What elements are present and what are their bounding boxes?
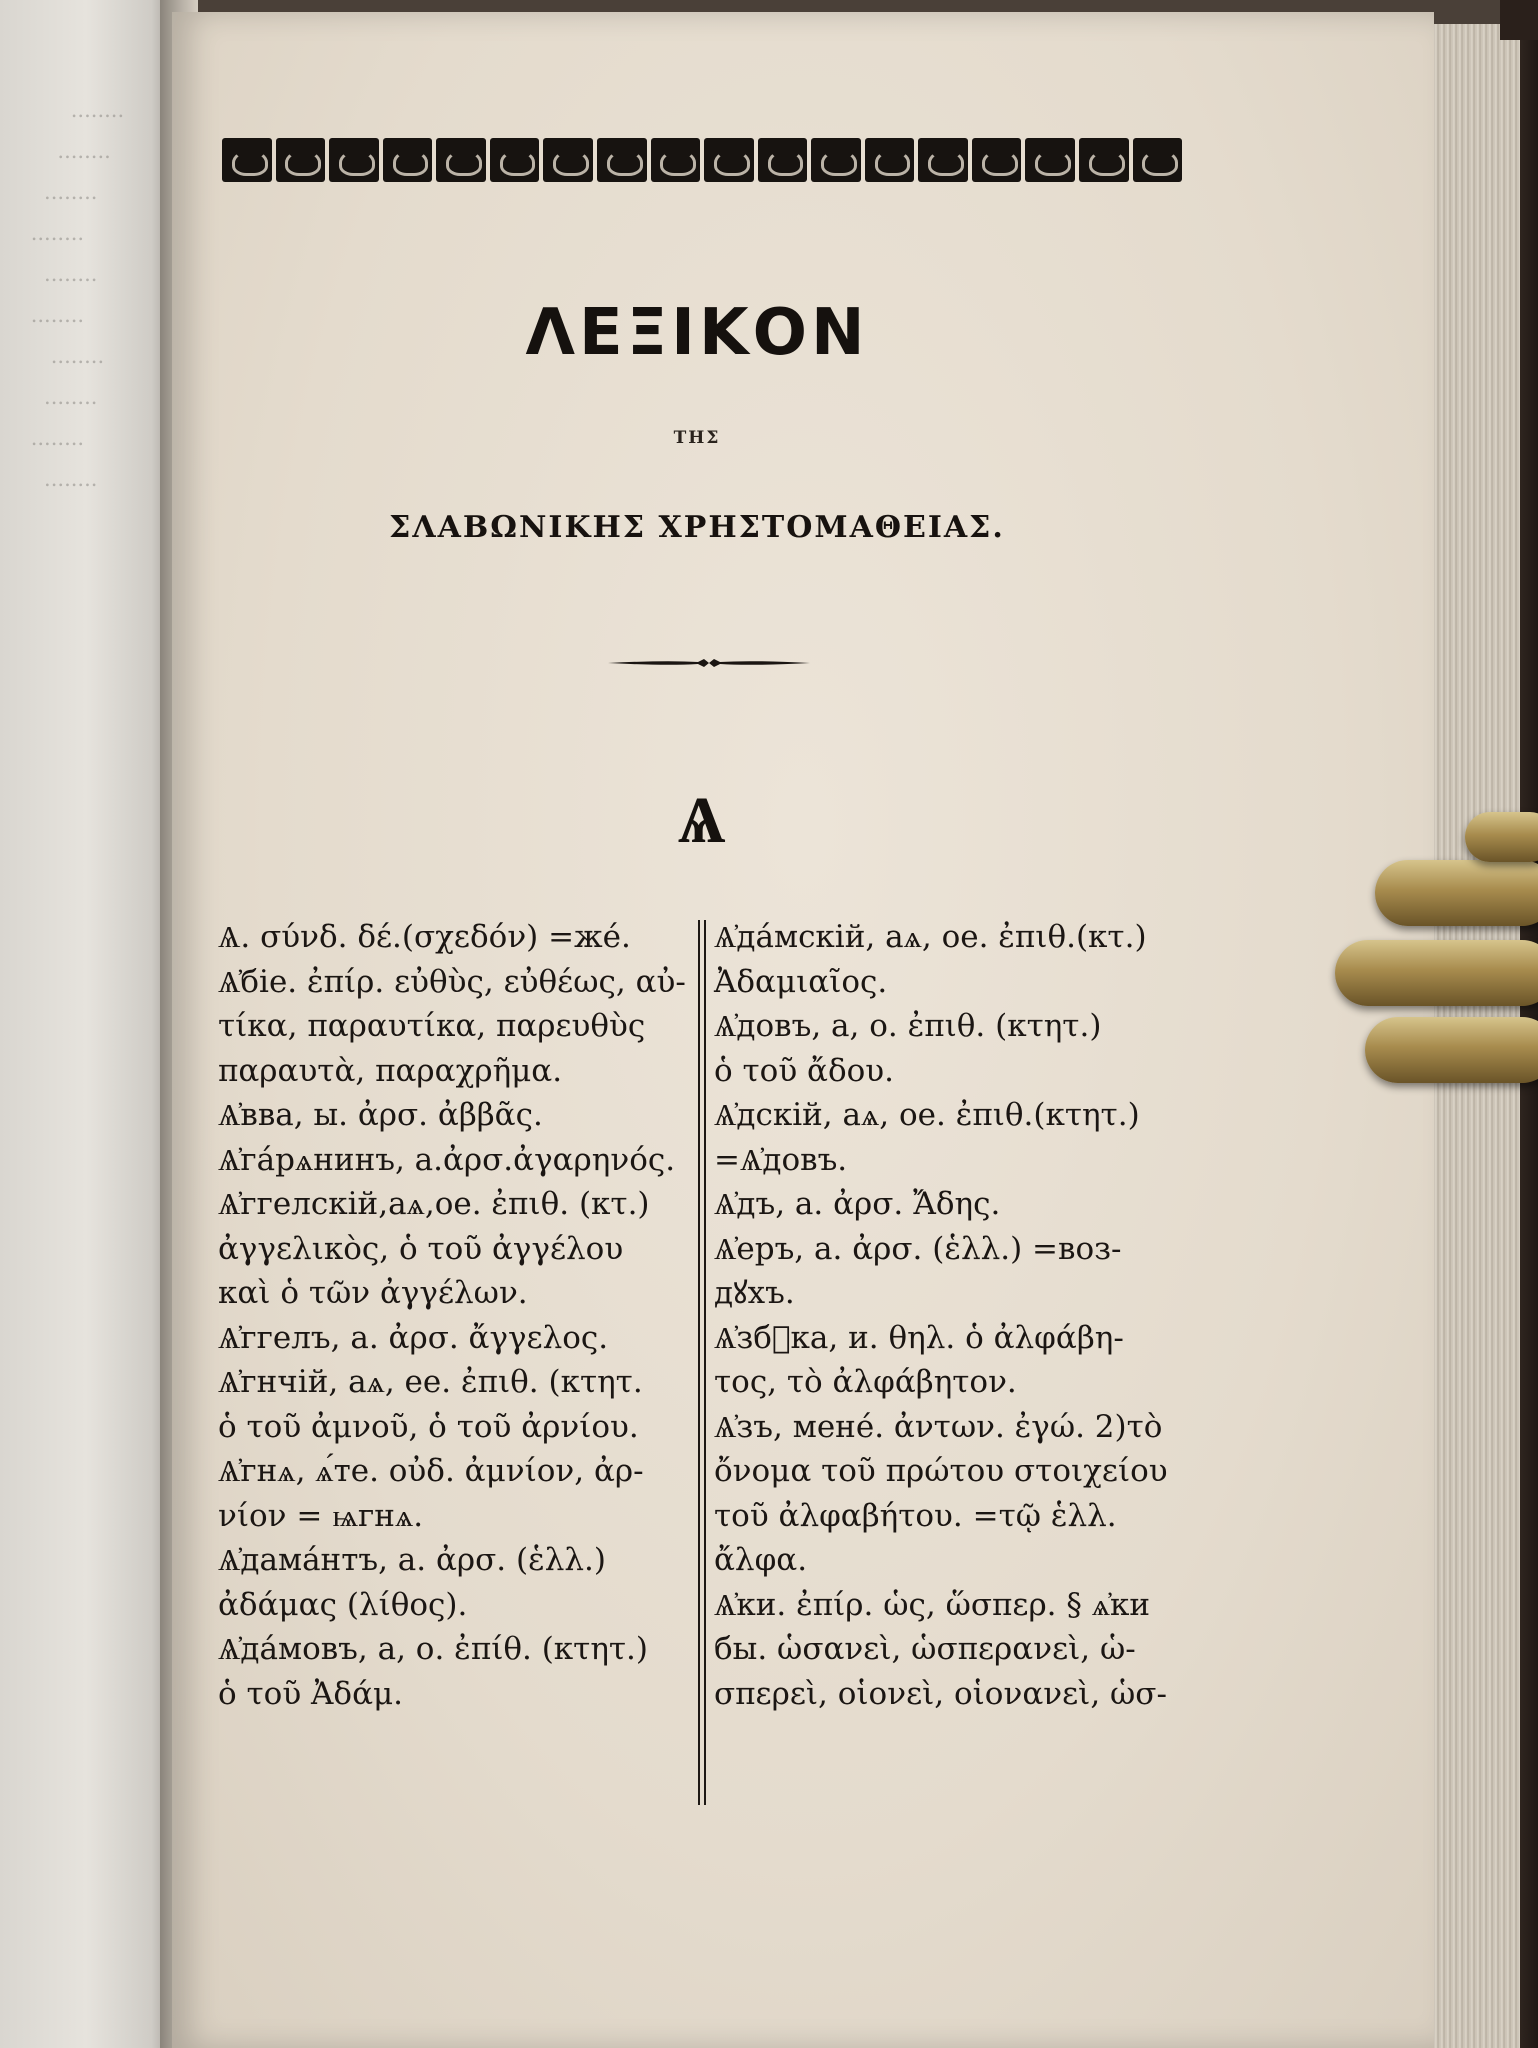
dictionary-line: Ѧ. σύνδ. δέ.(σχεδόν) =жé.	[218, 919, 631, 955]
ornament-cell	[651, 138, 701, 182]
ornament-cell	[865, 138, 915, 182]
ornament-cell	[490, 138, 540, 182]
dictionary-line: Ѧ̓ки. ἐπίρ. ὡς, ὥσπερ. § ѧ̓ки	[714, 1586, 1151, 1623]
holder-finger	[1335, 940, 1538, 1006]
dictionary-line: Ѧ̓гнѧ, ѧ́те. οὐδ. ἀμνίον, ἀρ-	[218, 1453, 644, 1489]
ornament-cell	[222, 138, 272, 182]
dictionary-line: νίον = ѩгнѧ.	[218, 1497, 424, 1534]
dictionary-line: Ѧ̓ггелъ, а. ἀρσ. ἄγγελος.	[218, 1319, 609, 1356]
ornament-cell	[276, 138, 326, 182]
holder-finger	[1465, 812, 1538, 862]
page-subtitle: ΣΛΑΒΩΝΙΚΗΣ ΧΡΗΣΤΟΜΑΘΕΙΑΣ.	[389, 510, 1005, 545]
dictionary-line: Ѧ̓вва, ы. ἀρσ. ἀββᾶς.	[218, 1097, 543, 1133]
dictionary-line: Ѧ̓довъ, а, о. ἐπιθ. (κτητ.)	[714, 1008, 1102, 1044]
dictionary-line: ὄνομα τοῦ πρώτου στοιχείου	[714, 1453, 1168, 1489]
subtitle-article: ΤΗΣ	[673, 428, 721, 448]
ornament-cell	[383, 138, 433, 182]
floral-ornament-band	[222, 138, 1182, 182]
ornament-cell	[329, 138, 379, 182]
dictionary-line: ἀγγελικὸς, ὁ τοῦ ἀγγέλου	[218, 1230, 624, 1267]
previous-page	[0, 0, 172, 2048]
dictionary-line: Ѧ̓еръ, а. ἀρσ. (ἑλλ.) =воз-	[714, 1230, 1122, 1267]
dictionary-line: παραυτὰ, παραχρῆμα.	[218, 1052, 563, 1089]
ornament-cell	[758, 138, 808, 182]
right-column	[714, 915, 1168, 1716]
ornament-cell	[1025, 138, 1075, 182]
section-letter: Ѧ	[678, 780, 726, 858]
dictionary-line: Ѧ̓гáрѧнинъ, а.ἀρσ.ἀγαρηνός.	[218, 1141, 676, 1178]
dictionary-line: бы. ὡσανεὶ, ὡσπερανεὶ, ὡ-	[714, 1631, 1136, 1667]
dictionary-line: дꙋхъ.	[714, 1275, 795, 1311]
dictionary-line: σπερεὶ, οἱονεὶ, οἱονανεὶ, ὡσ-	[714, 1675, 1167, 1712]
dictionary-line: τοῦ ἀλφαβήτου. =τῷ ἑλλ.	[714, 1497, 1117, 1534]
ornament-cell	[543, 138, 593, 182]
dictionary-line: Ѧ̓дъ, а. ἀρσ. Ἄδης.	[714, 1186, 1001, 1222]
dictionary-line: τίκα, παραυτίκα, παρευθὺς	[218, 1008, 646, 1044]
previous-page-ghost-text: ........ ........ ........ ........ ........ ........ ........ ........ ........ ........	[30, 98, 125, 491]
ornament-cell	[597, 138, 647, 182]
dictionary-line: ἀδάμας (λίθος).	[218, 1586, 468, 1623]
holder-finger	[1365, 1017, 1538, 1083]
dictionary-line: =Ѧ̓довъ.	[714, 1141, 848, 1178]
dictionary-line: Ѧ̓дскій, аѧ, ое. ἐπιθ.(κτητ.)	[714, 1097, 1140, 1133]
ornament-cell	[1133, 138, 1183, 182]
dictionary-line: ὁ τοῦ ἄδου.	[714, 1052, 894, 1089]
brass-page-holder	[1335, 812, 1538, 1112]
ornament-cell	[811, 138, 861, 182]
dictionary-line: Ѧ̓гнчій, аѧ, ее. ἐπιθ. (κτητ.	[218, 1364, 643, 1400]
dictionary-line: Ѧ̓дáмскій, аѧ, ое. ἐπιθ.(κτ.)	[714, 919, 1147, 955]
column-divider	[698, 920, 706, 1805]
dictionary-line: Ѧ̓біе. ἐπίρ. εὐθὺς, εὐθέως, αὐ-	[218, 963, 686, 1000]
ornament-cell	[1079, 138, 1129, 182]
dictionary-line: Ѧ̓зб꙽ка, и. θηλ. ὁ ἀλφάβη-	[714, 1319, 1124, 1356]
dictionary-line: ὁ τοῦ ἀμνοῦ, ὁ τοῦ ἀρνίου.	[218, 1408, 639, 1445]
cover-corner	[1500, 0, 1538, 40]
dictionary-line: Ἀδαμιαῖος.	[714, 963, 888, 1000]
page-title: ΛΕΞΙΚΟΝ	[525, 296, 869, 370]
left-column	[218, 915, 686, 1716]
dictionary-line: καὶ ὁ τῶν ἀγγέλων.	[218, 1275, 528, 1311]
ornament-cell	[436, 138, 486, 182]
dictionary-line: τος, τὸ ἀλφάβητον.	[714, 1364, 1017, 1400]
dictionary-line: Ѧ̓зъ, менé. ἀντων. ἐγώ. 2)τὸ	[714, 1408, 1163, 1445]
dictionary-line: ἄλφα.	[714, 1542, 808, 1578]
holder-finger	[1375, 860, 1538, 926]
ornament-cell	[918, 138, 968, 182]
dictionary-line: Ѧ̓дáмовъ, а, о. ἐπίθ. (κτητ.)	[218, 1631, 649, 1667]
dictionary-line: Ѧ̓дамáнтъ, а. ἀρσ. (ἑλλ.)	[218, 1542, 606, 1578]
dictionary-line: Ѧ̓ггелскій,аѧ,ое. ἐπιθ. (κτ.)	[218, 1186, 650, 1222]
decorative-rule	[606, 657, 812, 669]
ornament-cell	[704, 138, 754, 182]
dictionary-line: ὁ τοῦ Ἀδάμ.	[218, 1675, 404, 1712]
ornament-cell	[972, 138, 1022, 182]
